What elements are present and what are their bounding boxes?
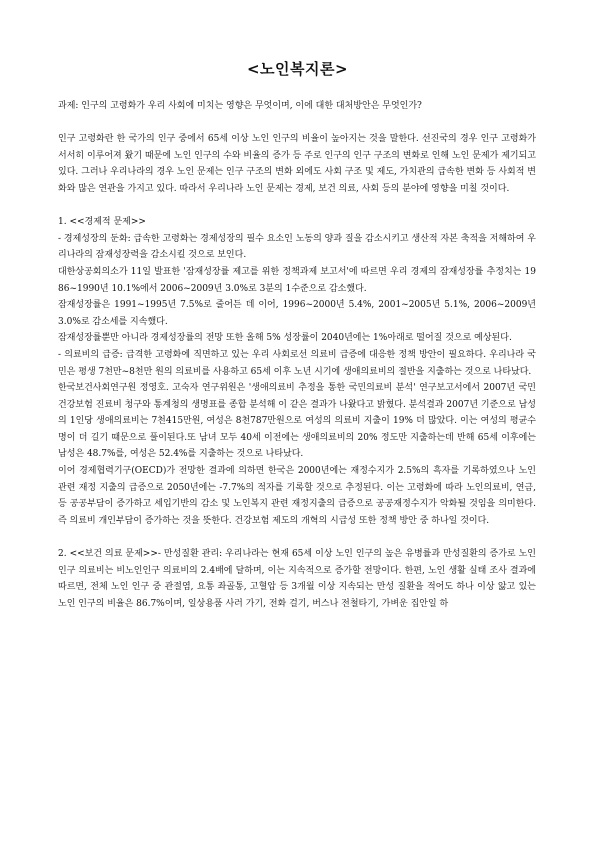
- body-paragraph: - 경제성장의 둔화: 급속한 고령화는 경제성장의 필수 요소인 노동의 양과 질을 감소시키고 생산적 자본 축적을 저해하여 우리나라의 잠재성장력을 감소시킬 것으로 보인다.: [58, 233, 536, 261]
- body-paragraph: 잠재성장률은 1991~1995년 7.5%로 줄어든 데 이어, 1996~2000년 5.4%, 2001~2005년 5.1%, 2006~2009년 3.0%로 감소세를 지속했다.: [58, 300, 536, 327]
- section-paragraph-health: 2. <<보건 의료 문제>>- 만성질환 관리: 우리나라는 현재 65세 이상 노인 인구의 높은 유병률과 만성질환의 증가로 노인인구 의료비는 비노인인구 의료비의 2.4배에 달하며, 이는 지속적으로 증가할 전망이다. 한편, 노인 생활 실태 조사 결과에 따르면, 전체 노인 인구 중 관절염, 요통 좌골통, 고혈압 등 3개월 이상 지속되는 만성 질환을 적어도 하나 이상 앓고 있는 노인 인구의 비율은 86.7%이며, 일상용품 사러 가기, 전화 걸기, 버스나 전철타기, 가벼운 집안일 하: [58, 549, 536, 609]
- assignment-topic: 과제: 인구의 고령화가 우리 사회에 미치는 영향은 무엇이며, 이에 대한 대처방안은 무엇인가?: [58, 101, 422, 111]
- section-heading-economic: 1. <<경제적 문제>>: [58, 217, 146, 228]
- document-body: [58, 98, 536, 612]
- spacer: [58, 198, 536, 215]
- spacer: [58, 529, 536, 546]
- body-paragraph: 잠재성장률뿐만 아니라 경제성장률의 전망 또한 올해 5% 성장률이 2040년에는 1%아래로 떨어질 것으로 예상된다.: [58, 333, 512, 344]
- body-paragraph: 한국보건사회연구원 정영호. 고숙자 연구위원은 '생애의료비 추정을 통한 국민의료비 분석' 연구보고서에서 2007년 국민건강보험 진료비 청구와 통계청의 생명표를 종합 분석해 이 같은 결과가 나왔다고 밝혔다. 분석결과 2007년 기준으로 남성의 1인당 생애의료비는 7천415만원, 여성은 8천787만원으로 여성의 의료비 지출이 19% 더 많았다. 이는 여성의 평균수명이 더 길기 때문으로 풀이된다.또 남녀 모두 40세 이전에는 생애의료비의 20% 정도만 지출하는데 반해 65세 이후에는 남성은 48.7%를, 여성은 52.4%를 지출하는 것으로 나타났다.: [58, 383, 536, 460]
- document-title: <노인복지론>: [246, 60, 349, 78]
- spacer: [58, 115, 536, 132]
- intro-paragraph: 인구 고령화란 한 국가의 인구 중에서 65세 이상 노인 인구의 비율이 높아지는 것을 말한다. 선진국의 경우 인구 고령화가 서서히 이루어져 왔기 때문에 노인 인구의 수와 비율의 증가 등 주로 인구의 인구 구조의 변화로 인해 노인 문제가 제기되고 있다. 그러나 우리나라의 경우 노인 문제는 인구 구조의 변화 외에도 사회 구조 및 제도, 가치관의 급속한 변화 등 사회적 변화와 많은 연관을 가지고 있다. 따라서 우리나라 노인 문제는 경제, 보건 의료, 사회 등의 분야에 영향을 미칠 것이다.: [58, 134, 536, 194]
- body-paragraph: 이어 경제협력기구(OECD)가 전망한 결과에 의하면 한국은 2000년에는 재정수지가 2.5%의 흑자를 기록하였으나 노인 관련 재정 지출의 급증으로 2050년에는 -7.7%의 적자를 기록할 것으로 추정된다. 이는 고령화에 따라 노인의료비, 연금, 등 공공부담이 증가하고 세입기반의 감소 및 노인복지 관련 재정지출의 급증으로 공공재정수지가 악화될 것임을 의미한다. 즉 의료비 개인부담이 증가하는 것을 뜻한다. 건강보험 제도의 개혁의 시급성 또한 정책 방안 중 하나일 것이다.: [58, 466, 536, 526]
- body-paragraph: 대한상공회의소가 11일 발표한 '잠재성장률 제고를 위한 정책과제 보고서'에 따르면 우리 경제의 잠재성장률 추정치는 1986~1990년 10.1%에서 2006~2009년 3.0%로 3분의 1수준으로 감소했다.: [58, 266, 536, 294]
- body-paragraph: - 의료비의 급증: 급격한 고령화에 직면하고 있는 우리 사회로선 의료비 급증에 대응한 정책 방안이 필요하다. 우리나라 국민은 평생 7천만~8천만 원의 의료비를 사용하고 65세 이후 노년 시기에 생애의료비의 절반을 지출하는 것으로 나타났다.: [58, 349, 536, 377]
